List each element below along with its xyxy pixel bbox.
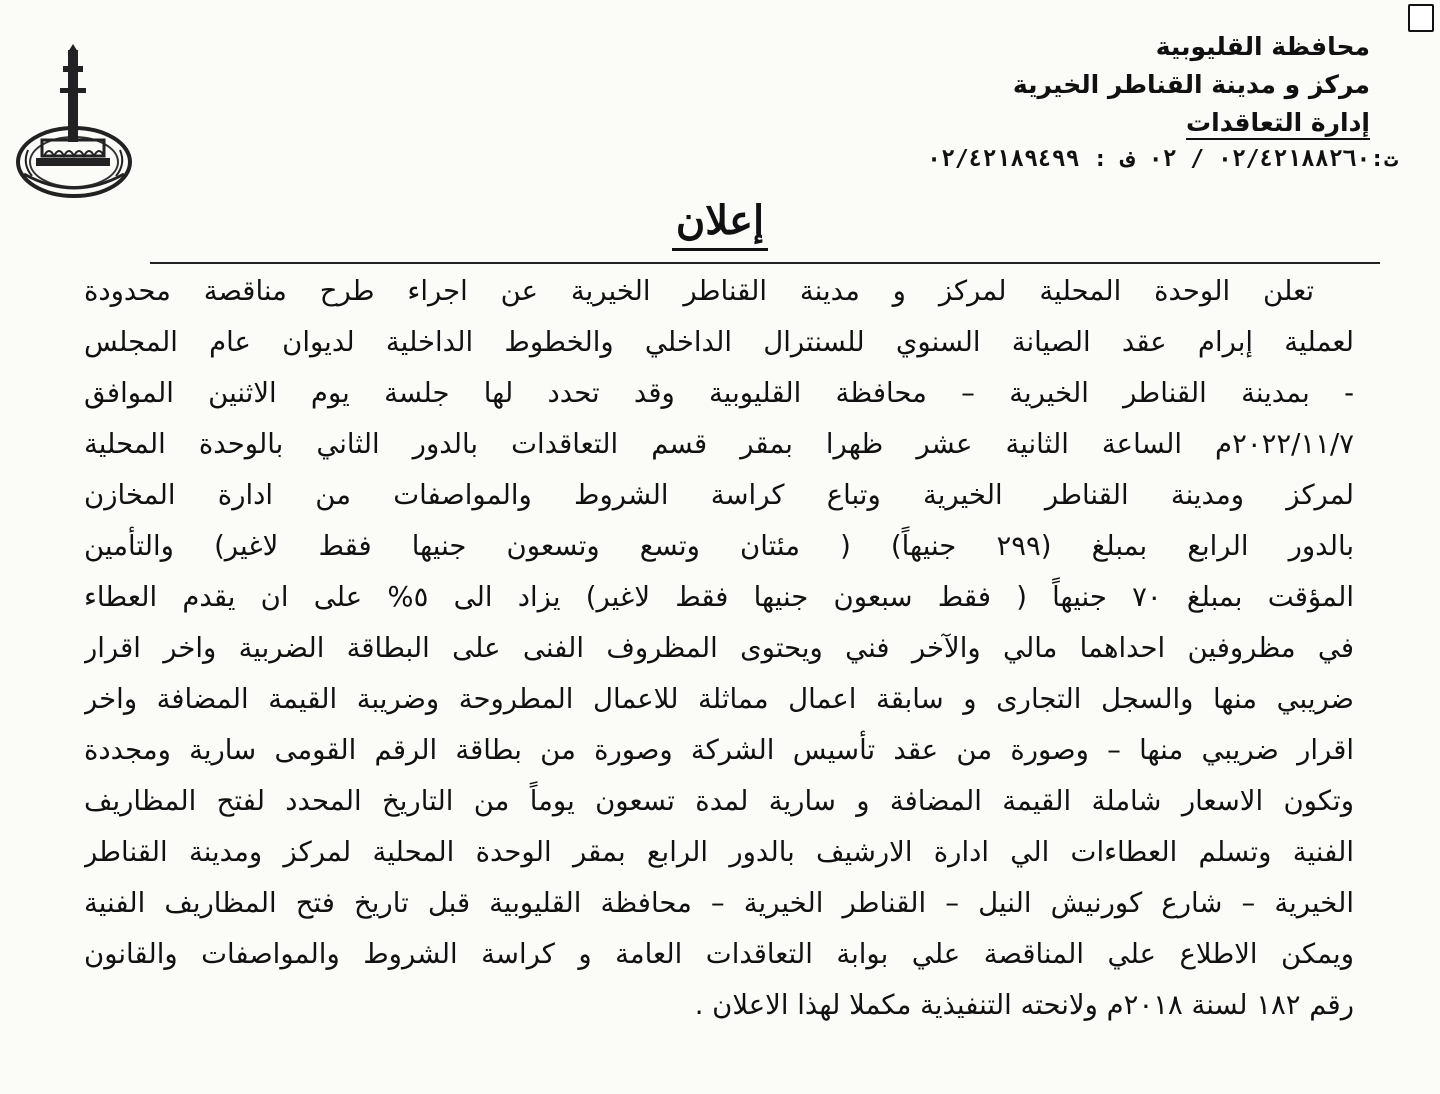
body-line: لعملية إبرام عقد الصيانة السنوي للسنترال الداخلي والخطوط الداخلية لديوان عام المجلس (84, 326, 1354, 358)
letterhead (670, 28, 1398, 172)
body-line: تعلن الوحدة المحلية لمركز و مدينة القناطر الخيرية عن اجراء طرح مناقصة محدودة (84, 275, 1314, 307)
body-line: بالدور الرابع بمبلغ (٢٩٩ جنيهاً) ( مئتان وتسع وتسعون جنيها فقط لاغير) والتأمين (84, 530, 1354, 562)
governorate-seal-logo (8, 44, 138, 209)
body-line: الفنية وتسلم العطاءات الي ادارة الارشيف بالدور الرابع بمقر الوحدة المحلية لمركز ومدينة القناطر (84, 836, 1354, 868)
title-divider (150, 262, 1380, 264)
body-line: الخيرية – شارع كورنيش النيل – القناطر الخيرية – محافظة القليوبية قبل تاريخ فتح المظاريف الفنية (84, 887, 1354, 919)
phone-fax-line: ت:٠٢/٤٢١٨٨٢٦٠ / ٠٢ ف : ٠٢/٤٢١٨٩٤٩٩ (927, 146, 1398, 172)
announcement-body (84, 266, 1354, 1031)
governorate-name: محافظة القليوبية (1155, 32, 1370, 61)
department-name: إدارة التعاقدات (1186, 108, 1370, 140)
corner-checkbox[interactable] (1408, 4, 1434, 32)
body-line: - بمدينة القناطر الخيرية – محافظة القليوبية وقد تحدد لها جلسة يوم الاثنين الموافق (84, 377, 1354, 409)
body-line: اقرار ضريبي منها – وصورة من عقد تأسيس الشركة وصورة من بطاقة الرقم القومى سارية ومجددة (84, 734, 1354, 766)
announcement-title: إعلان (672, 196, 768, 251)
body-line: ٢٠٢٢/١١/٧م الساعة الثانية عشر ظهرا بمقر قسم التعاقدات بالدور الثاني بالوحدة المحلية (84, 428, 1354, 460)
body-line: وتكون الاسعار شاملة القيمة المضافة و سارية لمدة تسعون يوماً من التاريخ المحدد لفتح المظاريف (84, 785, 1354, 817)
body-line: لمركز ومدينة القناطر الخيرية وتباع كراسة الشروط والمواصفات من ادارة المخازن (84, 479, 1354, 511)
city-name: مركز و مدينة القناطر الخيرية (1012, 70, 1370, 99)
body-line: المؤقت بمبلغ ٧٠ جنيهاً ( فقط سبعون جنيها فقط لاغير) يزاد الى ٥% على ان يقدم العطاء (84, 581, 1354, 613)
body-line: في مظروفين احداهما مالي والآخر فني ويحتوى المظروف الفنى على البطاقة الضربية واخر اقرار (84, 632, 1354, 664)
body-line: ضريبي منها والسجل التجارى و سابقة اعمال مماثلة للاعمال المطروحة وضريبة القيمة المضافة واخر (84, 683, 1354, 715)
announcement-title-wrap (0, 196, 1440, 251)
body-line: ويمكن الاطلاع علي المناقصة علي بوابة التعاقدات العامة و كراسة الشروط والمواصفات والقانون (84, 938, 1354, 970)
body-line: رقم ١٨٢ لسنة ٢٠١٨م ولانحته التنفيذية مكملا لهذا الاعلان . (694, 989, 1354, 1021)
